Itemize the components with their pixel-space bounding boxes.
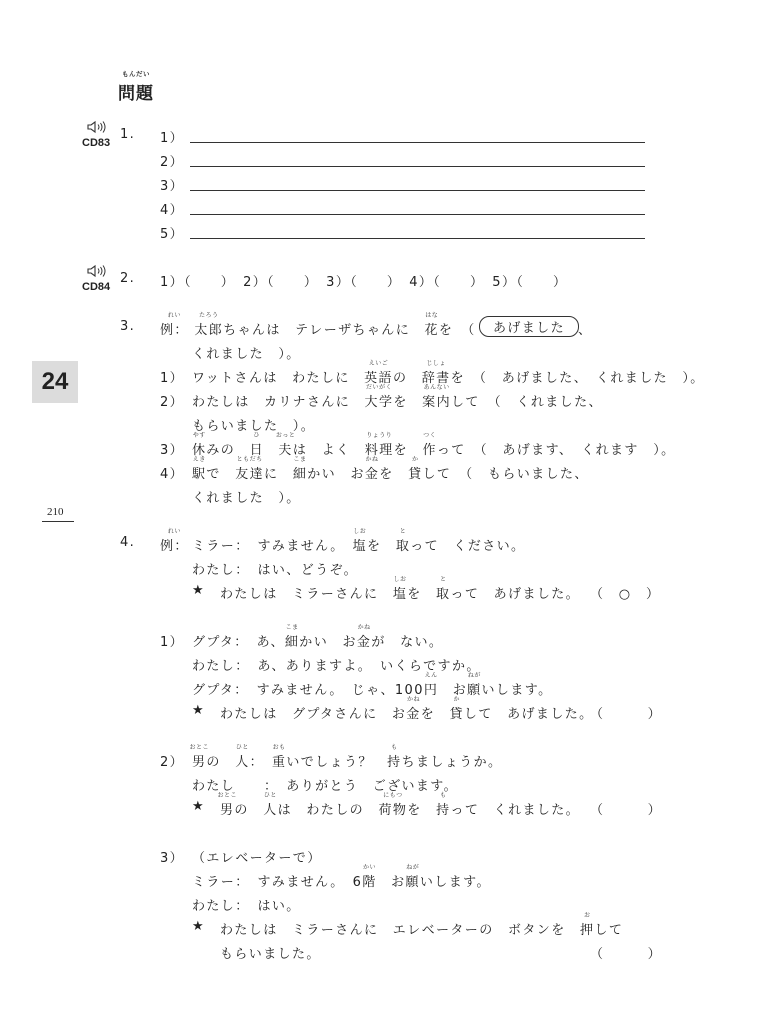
q1-line-label: 2） [160, 155, 185, 170]
answer-line[interactable] [190, 190, 645, 191]
title-reading: もんだい [122, 70, 150, 78]
q3-item-text[interactable]: ワットさんは わたしに えいご 英語の じしょ 辞書を （ あげました、 くれました ）。 [192, 360, 705, 386]
q3-item-number: 1） [160, 371, 185, 386]
dialogue-line: グプタ： あ、 こま 細かい お かね 金が ない。 [192, 624, 444, 650]
q4-item-number: 2） [160, 755, 185, 770]
statement-line: わたしは ミラーさんに エレベーターの ボタンを お 押して [220, 912, 624, 938]
star-icon: ★ [192, 583, 206, 598]
cd-track-label: CD83 [82, 137, 111, 149]
chapter-tab: 24 [32, 361, 78, 403]
speaker-icon[interactable] [87, 264, 107, 278]
answer-line[interactable] [190, 166, 645, 167]
dialogue-line: おとこ 男の ひと 人： おも 重いでしょう？ も 持ちましょうか。 [189, 744, 503, 770]
q2-answer-row[interactable]: 1）（ ） 2）（ ） 3）（ ） 4）（ ） 5）（ ） [160, 275, 568, 290]
statement-line-continued: もらいました。 [220, 947, 321, 962]
q4-item-number: 3） [160, 851, 185, 866]
dialogue-line: わたし： はい、どうぞ。 [192, 563, 359, 578]
q4-item-number: 1） [160, 635, 185, 650]
dialogue-line: ミラー： すみません。 しお 塩を と 取って ください。 [192, 528, 526, 554]
dialogue-line: わたし： あ、ありますよ。 いくらですか。 [192, 659, 481, 674]
answer-box: （ ○ ） [590, 587, 661, 602]
page-number: 210 [47, 506, 64, 518]
q2-number: 2. [120, 271, 136, 286]
speaker-icon[interactable] [87, 120, 107, 134]
statement-line: わたしは ミラーさんに しお 塩を と 取って あげました。 [220, 576, 581, 602]
answer-box[interactable]: （ ） [590, 803, 663, 818]
q3-example-line2: くれました ）。 [192, 347, 301, 362]
star-icon: ★ [192, 799, 206, 814]
dialogue-line: ミラー： すみません。 6 かい 階 お ねが 願いします。 [192, 864, 491, 890]
circled-answer: あげました [479, 316, 579, 337]
q3-item-number: 3） [160, 443, 185, 458]
star-icon: ★ [192, 919, 206, 934]
page-title [118, 70, 154, 104]
answer-box[interactable]: （ ） [590, 707, 663, 722]
answer-box[interactable]: （ ） [590, 947, 663, 962]
star-icon: ★ [192, 703, 206, 718]
q3-item-text[interactable]: えき 駅で ともだち 友達に こま 細かい お かね 金を か 貸して （ もらいました、 [192, 456, 589, 482]
q3-item-text[interactable]: やす 休みの ひ 日 おっと 夫は よく りょうり 料理を つく 作って （ あげます、 くれます ）。 [192, 432, 676, 458]
answer-line[interactable] [190, 238, 645, 239]
dialogue-line: わたし ： ありがとう ございます。 [192, 779, 459, 794]
q4-example-label: れい 例： [160, 528, 189, 554]
scene-note: （エレベーターで） [192, 851, 322, 866]
statement-line: おとこ 男の ひと 人は わたしの にもつ 荷物を も 持って くれました。 [217, 792, 581, 818]
q1-line-label: 1） [160, 131, 185, 146]
q1-line-label: 5） [160, 227, 185, 242]
q1-line-label: 4） [160, 203, 185, 218]
q4-number: 4. [120, 535, 136, 550]
answer-line[interactable] [190, 142, 645, 143]
q3-item-number: 4） [160, 467, 185, 482]
cd-track-label: CD84 [82, 281, 111, 293]
title-text: 問題 [118, 84, 154, 104]
q3-item-text[interactable]: わたしは カリナさんに だいがく 大学を あんない 案内して （ くれました、 [192, 384, 603, 410]
dialogue-line: グプタ： すみません。 じゃ、100 えん 円 お ねが 願いします。 [192, 672, 553, 698]
q3-example-line: れい 例： たろう 太郎ちゃんは テレーザちゃんに はな 花を （ [160, 312, 476, 338]
q1-line-label: 3） [160, 179, 185, 194]
q3-number: 3. [120, 319, 136, 334]
q1-number: 1. [120, 127, 136, 142]
q3-item-text-continued[interactable]: もらいました ）。 [192, 419, 316, 434]
page-number-rule [42, 521, 74, 522]
q3-item-text-continued[interactable]: くれました ）。 [192, 491, 301, 506]
q3-example-comma: 、 [578, 323, 593, 338]
dialogue-line: わたし： はい。 [192, 899, 301, 914]
answer-line[interactable] [190, 214, 645, 215]
q3-item-number: 2） [160, 395, 185, 410]
statement-line: わたしは グプタさんに お かね 金を か 貸して あげました。 [220, 696, 594, 722]
